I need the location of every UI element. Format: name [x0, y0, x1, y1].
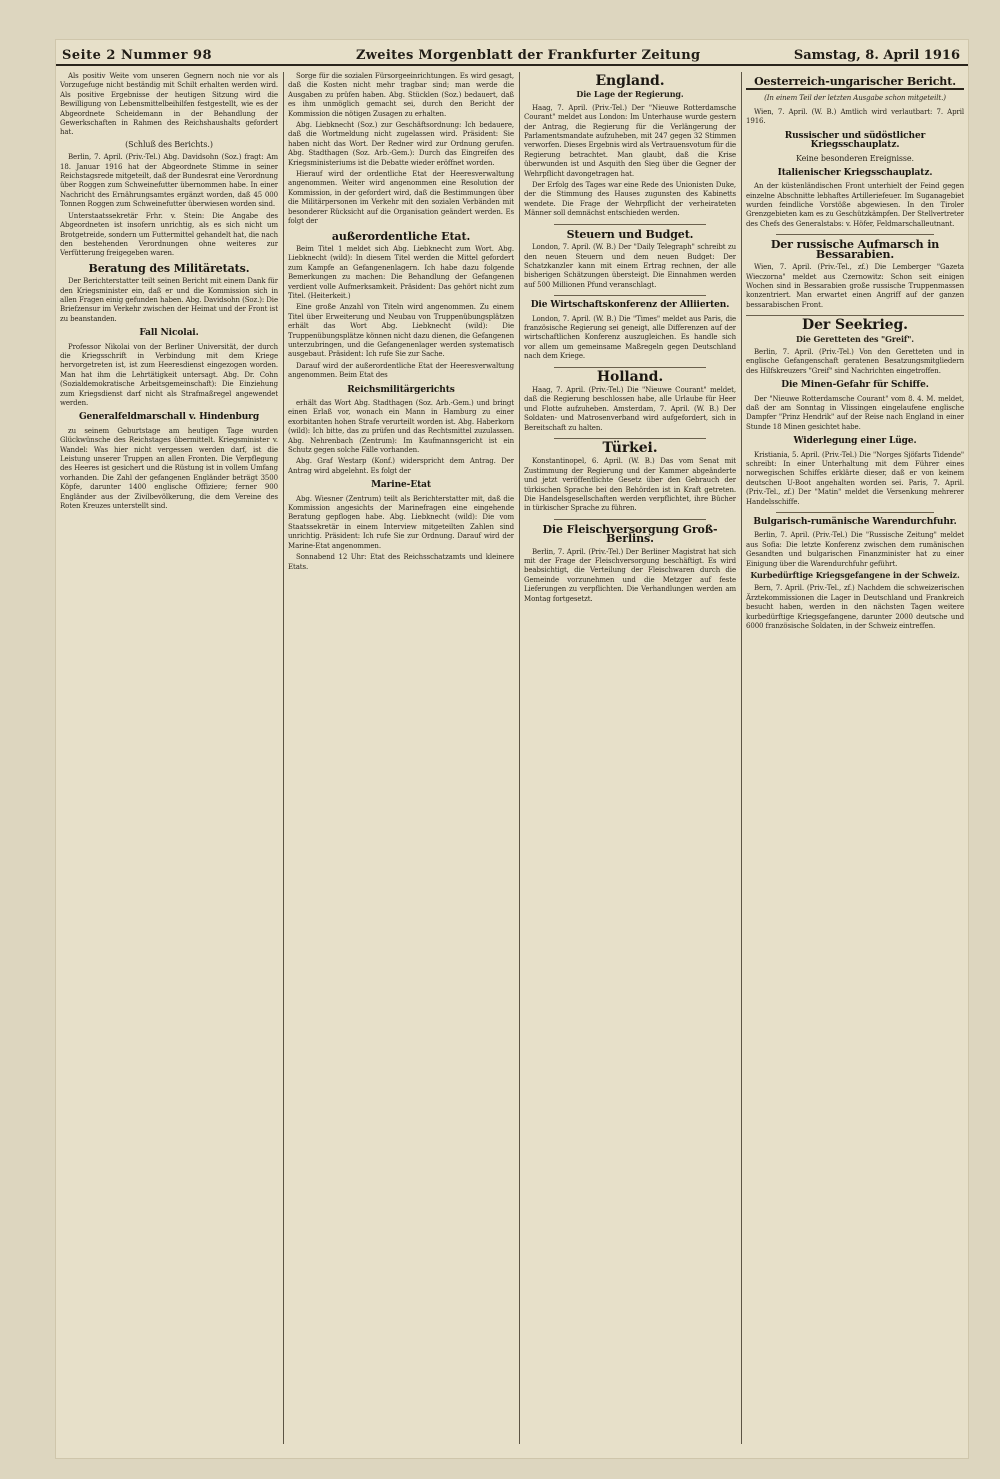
section-heading: Steuern und Budget. [566, 227, 694, 241]
column-1 [60, 72, 278, 1444]
article-text: London, 7. April. (W. B.) Der "Daily Telegraph" schreibt zu den neuen Steuern und dem neuen Budget: Der Schatzkanzler kann mit einem Ertrag rechnen, der alle bisherigen Schätzungen übersteigt. Die Einnahmen werden auf 500 Millionen Pfund veranschlagt. [524, 243, 736, 289]
article-text: Wien, 7. April. (Priv.-Tel., zf.) Die Lemberger "Gazeta Wieczorna" meldet aus Czernowitz: Schon seit einigen Wochen sind in Bessarabien große russische Truppenmassen konzentriert. Man erwartet einen Angriff auf der ganzen bessarabischen Front. [746, 263, 964, 309]
article-text: Eine große Anzahl von Titeln wird angenommen. Zu einem Titel über Erweiterung und Neubau von Truppenübungsplätzen erhält das Wort Abg. Liebknecht (wild): Die Truppenübungsplätze können nicht dazu dienen, die Gefangenen unterzubringen, und die Gefangenenlager werden systematisch ausgebaut. Präsident: Ich rufe Sie zur Sache. [288, 303, 514, 359]
article-text: Wien, 7. April. (W. B.) Amtlich wird verlautbart: 7. April 1916. [746, 107, 964, 126]
article-text: Bern, 7. April. (Priv.-Tel., zf.) Nachdem die schweizerischen Ärztekommissionen die Lager in Deutschland und Frankreich besucht haben, werden in den nächsten Tagen weitere kurbedürftige Kriegsgefangene, darunter 2000 deutsche und 6000 französische Soldaten, in der Schweiz eintreffen. [746, 584, 964, 631]
article-text: Berlin, 7. April. (Priv.-Tel.) Die "Russische Zeitung" meldet aus Sofia: Die letzte Konferenz zwischen dem rumänischen Gesandten und bulgarischen Finanzminister hat zu einer Einigung über die Warendurchfuhr geführt. [746, 531, 964, 568]
section-heading: Italienischer Kriegsschauplatz. [777, 167, 933, 178]
section-heading: Die Fleischversorgung Groß-Berlins. [542, 522, 718, 546]
section-subheading: Keine besonderen Ereignisse. [795, 154, 914, 164]
section-heading: Generalfeldmarschall v. Hindenburg [78, 412, 260, 423]
section-heading: Oesterreich-ungarischer Bericht. [746, 77, 964, 90]
section-heading: Reichsmilitärgerichts [347, 384, 455, 395]
section-heading: außerordentliche Etat. [331, 229, 471, 243]
section-subheading: Die Lage der Regierung. [576, 89, 684, 100]
article-text: An der küstenländischen Front unterhielt der Feind gegen einzelne Abschnitte lebhaftes Artilleriefeuer. Im Suganagebiet wurden feindliche Vorstöße abgewiesen. In den Tiroler Grenzgebieten kam es zu Geschützkämpfen. Der Stellvertreter des Chefs des Generalstabs: v. Höfer, Feldmarschalleutnant. [746, 182, 964, 228]
article-text: Abg. Wiesner (Zentrum) teilt als Berichterstatter mit, daß die Kommission angesichts der Marinefragen eine eingehende Beratung gepflogen habe. Abg. Liebknecht (wild): Die vom Staatssekretär in einem Interview mitgeteilten Zahlen sind unrichtig. Präsident: Ich rufe Sie zur Ordnung. Darauf wird der Marine-Etat angenommen. [288, 494, 514, 550]
article-text: Berlin, 7. April. (Priv.-Tel.) Abg. Davidsohn (Soz.) fragt: Am 18. Januar 1916 hat der Abgeordnete Stimme in seiner Reichstagsrede mitgeteilt, daß der Bundesrat eine Verordnung über Roggen zum Schweinefutter übernommen habe. In einer Nachricht des Ernährungsamtes ergänzt worden, daß 45 000 Tonnen Roggen zum Schweinefutter überwiesen worden sind. [60, 153, 278, 209]
column-4 [746, 72, 964, 1444]
article-text: Als positiv Weite vom unseren Gegnern noch nie vor als Vorzugefuge nicht beständig mit Schilt erhalten werden wird. Als positive Ergebnisse der heutigen Sitzung wird die Bewilligung von Lebensmittelbeihilfen festgestellt, wie es der Abgeordnete Scheidemann in der Behandlung der Gewerkschaften in Rahmen des Reichshaushalts gefordert hat. [60, 72, 278, 137]
divider [776, 512, 934, 513]
article-text: Kristiania, 5. April. (Priv.-Tel.) Die "Norges Sjöfarts Tidende" schreibt: In einer Unterhaltung mit dem Führer eines norwegischen Schiffes erklärte dieser, daß er von keinem deutschen U-Boot angehalten worden sei. Paris, 7. April. (Priv.-Tel., zf.) Der "Matin" meldet die Versenkung mehrerer Handelsschiffe. [746, 450, 964, 506]
article-text: Haag, 7. April. (Priv.-Tel.) Der "Nieuwe Rotterdamsche Courant" meldet aus London: Im Unterhause wurde gestern der Antrag, die Regierung für die Verlängerung der Parlamentsmandate aufzuheben, mit 247 gegen 32 Stimmen verworfen. Dieses Ergebnis wird als Vertrauensvotum für die Regierung betrachtet. Man glaubt, daß die Krise überwunden ist und Asquith den Sieg über die Gegner der Wehrpflicht davongetragen hat. [524, 103, 736, 178]
divider [554, 224, 706, 225]
article-text: Hierauf wird der ordentliche Etat der Heeresverwaltung angenommen. Weiter wird angenommen eine Resolution der Kommission, in der gefordert wird, daß die Bestimmungen über die Militärpersonen im Verkehr mit den sozialen Verbänden mit besonderer Rücksicht auf die Organisation geändert werden. Es folgt der [288, 170, 514, 226]
section-note: (Schluß des Berichts.) [125, 139, 213, 149]
newspaper-title: Zweites Morgenblatt der Frankfurter Zeitung [356, 48, 701, 63]
section-heading: Holland. [596, 368, 664, 385]
article-text: London, 7. April. (W. B.) Die "Times" meldet aus Paris, die französische Regierung sei geneigt, alle Differenzen auf der wirtschaftlichen Konferenz auszugleichen. Es handle sich vor allem um gemeinsame Maßregeln gegen Deutschland nach dem Kriege. [524, 314, 736, 361]
newspaper-page [56, 40, 968, 1458]
divider [746, 315, 964, 316]
section-heading: Die Minen-Gefahr für Schiffe. [781, 380, 929, 391]
section-heading: England. [595, 73, 665, 89]
divider [554, 519, 706, 520]
section-heading: Beratung des Militäretats. [88, 261, 250, 275]
section-subheading: Kurbedürftige Kriegsgefangene in der Schweiz. [750, 570, 960, 581]
section-note: (In einem Teil der letzten Ausgabe schon mitgeteilt.) [764, 94, 946, 103]
section-heading: Die Wirtschaftskonferenz der Alliierten. [530, 300, 730, 311]
article-text: Beim Titel 1 meldet sich Abg. Liebknecht zum Wort. Abg. Liebknecht (wild): In diesem Titel werden die Mittel gefordert zum Kampfe an Gefangenenlagern. Ich habe dazu folgende Bemerkungen zu machen: Die Behandlung der Gefangenen verdient volle Aufmerksamkeit. Präsident: Das gehört nicht zum Titel. (Heiterkeit.) [288, 244, 514, 300]
column-rule [519, 72, 520, 1444]
issue-date: Samstag, 8. April 1916 [793, 48, 960, 63]
divider [554, 295, 706, 296]
column-rule [283, 72, 284, 1444]
article-text: Der Berichterstatter teilt seinen Bericht mit einem Dank für den Kriegsminister ein, daß er und die Kommission sich in allen Fragen einig gefunden haben. Abg. Davidsohn (Soz.): Die Briefzensur im Verkehr zwischen der Heimat und der Front ist zu beanstanden. [60, 277, 278, 323]
article-text: Berlin, 7. April. (Priv.-Tel.) Von den Geretteten und in englische Gefangenschaft geratenen Besatzungsmitgliedern des Hilfskreuzers "Greif" sind Nachrichten eingetroffen. [746, 347, 964, 375]
section-heading: Der russische Aufmarsch in Bessarabien. [770, 238, 940, 261]
article-text: Haag, 7. April. (Priv.-Tel.) Die "Nieuwe Courant" meldet, daß die Regierung beschlossen habe, alle Urlaube für Heer und Flotte aufzuheben. Amsterdam, 7. April. (W. B.) Der Soldaten- und Matrosenverband wird aufgefordert, sich in Bereitschaft zu halten. [524, 385, 736, 432]
article-text: Sorge für die sozialen Fürsorgeeinrichtungen. Es wird gesagt, daß die Kosten nicht mehr tragbar sind; man werde die Ausgaben zu prüfen haben. Abg. Stücklen (Soz.) bedauert, daß es ihm unmöglich gemacht sei, durch den Bericht der Kommission die nötigen Zusagen zu erhalten. [288, 72, 514, 118]
section-heading: Widerlegung einer Lüge. [793, 436, 917, 447]
article-text: Konstantinopel, 6. April. (W. B.) Das vom Senat mit Zustimmung der Regierung und der Kammer abgeänderte und jetzt veröffentlichte Gesetz über den Gebrauch der türkischen Sprache bei den Behörden ist in Kraft getreten. Die Handelsgesellschaften werden verpflichtet, ihre Bücher in türkischer Sprache zu führen. [524, 457, 736, 513]
divider [776, 234, 934, 235]
section-heading: Fall Nicolai. [139, 328, 199, 339]
divider [554, 367, 706, 368]
article-text: Berlin, 7. April. (Priv.-Tel.) Der Berliner Magistrat hat sich mit der Frage der Fleischversorgung beschäftigt. Es wird beabsichtigt, die Verteilung der Fleischwaren durch die Gemeinde vorzunehmen und die Metzger auf feste Lieferungen zu verpflichten. Die Verhandlungen werden am Montag fortgesetzt. [524, 547, 736, 603]
section-heading: Bulgarisch-rumänische Warendurchfuhr. [753, 517, 957, 528]
article-text: Der Erfolg des Tages war eine Rede des Unionisten Duke, der die Stimmung des Hauses zugunsten des Kabinetts wendete. Die Frage der Wehrpflicht der verheirateten Männer soll demnächst entschieden werden. [524, 181, 736, 218]
article-text: Professor Nikolai von der Berliner Universität, der durch die Kriegsschrift in Verbindung mit dem Kriege hervorgetreten ist, ist zum Heeresdienst eingezogen worden. Man hat ihm die Lehrtätigkeit untersagt. Abg. Dr. Cohn (Sozialdemokratische Arbeitsgemeinschaft): Die Einziehung zum Kriegsdienst darf nicht als Strafmaßregel angewendet werden. [60, 342, 278, 407]
article-text: Unterstaatssekretär Frhr. v. Stein: Die Angabe des Abgeordneten ist insofern unrichtig, als es sich nicht um Brotgetreide, sondern um Futtermittel gehandelt hat, die nach den bestehenden Verordnungen ohne weiteres zur Verfütterung freigegeben waren. [60, 211, 278, 258]
article-text: Darauf wird der außerordentliche Etat der Heeresverwaltung angenommen. Beim Etat des [288, 361, 514, 380]
divider [554, 438, 706, 439]
column-2 [288, 72, 514, 1444]
section-heading: Russischer und südöstlicher Kriegsschauplatz. [784, 130, 926, 151]
section-heading: Türkei. [602, 440, 658, 456]
column-3 [524, 72, 736, 1444]
article-text: erhält das Wort Abg. Stadthagen (Soz. Arb.-Gem.) und bringt einen Erlaß vor, wonach ein Mann in Hamburg zu einer exorbitanten hohen Strafe verurteilt worden ist. Abg. Haberkorn (wild): Ich bitte, das zu prüfen und das Rechtsmittel zuzulassen. Abg. Nehrenbach (Zentrum): Im Kaufmannsgericht ist ein Schutz gegen solche Fälle vorhanden. [288, 399, 514, 455]
column-rule [741, 72, 742, 1444]
article-text: Der "Nieuwe Rotterdamsche Courant" vom 8. 4. M. meldet, daß der am Sonntag in Vlissingen eingelaufene englische Dampfer "Prinz Hendrik" auf der Reise nach England in einer Stunde 18 Minen gesichtet habe. [746, 394, 964, 431]
article-text: Sonnabend 12 Uhr: Etat des Reichsschatzamts und kleinere Etats. [288, 553, 514, 571]
section-heading: Marine-Etat [371, 480, 431, 491]
article-text: Abg. Graf Westarp (Konf.) widerspricht dem Antrag. Der Antrag wird abgelehnt. Es folgt der [288, 457, 514, 475]
section-heading: Der Seekrieg. [802, 317, 908, 334]
page-header [56, 46, 968, 66]
section-subheading: Die Geretteten des "Greif". [796, 333, 914, 344]
page-number: Seite 2 Nummer 98 [62, 48, 213, 63]
article-text: zu seinem Geburtstage am heutigen Tage wurden Glückwünsche des Reichstages übermittelt. Kriegsminister v. Wandel: Was hier nicht vergessen werden darf, ist die Leistung unserer Truppen an allen Fronten. Die Verpflegung des Heeres ist gesichert und die Rüstung ist in vollem Umfang vorhanden. Die Zahl der gefangenen Engländer beträgt 3500 Köpfe, darunter 1400 englische Offiziere; ferner 900 Engländer aus der Zivilbevölkerung, die dem Vereine des Roten Kreuzes unterstellt sind. [60, 426, 278, 511]
article-text: Abg. Liebknecht (Soz.) zur Geschäftsordnung: Ich bedauere, daß die Wortmeldung nicht zugelassen wird. Präsident: Sie haben nicht das Wort. Der Redner wird zur Ordnung gerufen. Abg. Stadthagen (Soz. Arb.-Gem.): Durch das Eingreifen des Kriegsministeriums ist die Debatte wieder eröffnet worden. [288, 121, 514, 167]
